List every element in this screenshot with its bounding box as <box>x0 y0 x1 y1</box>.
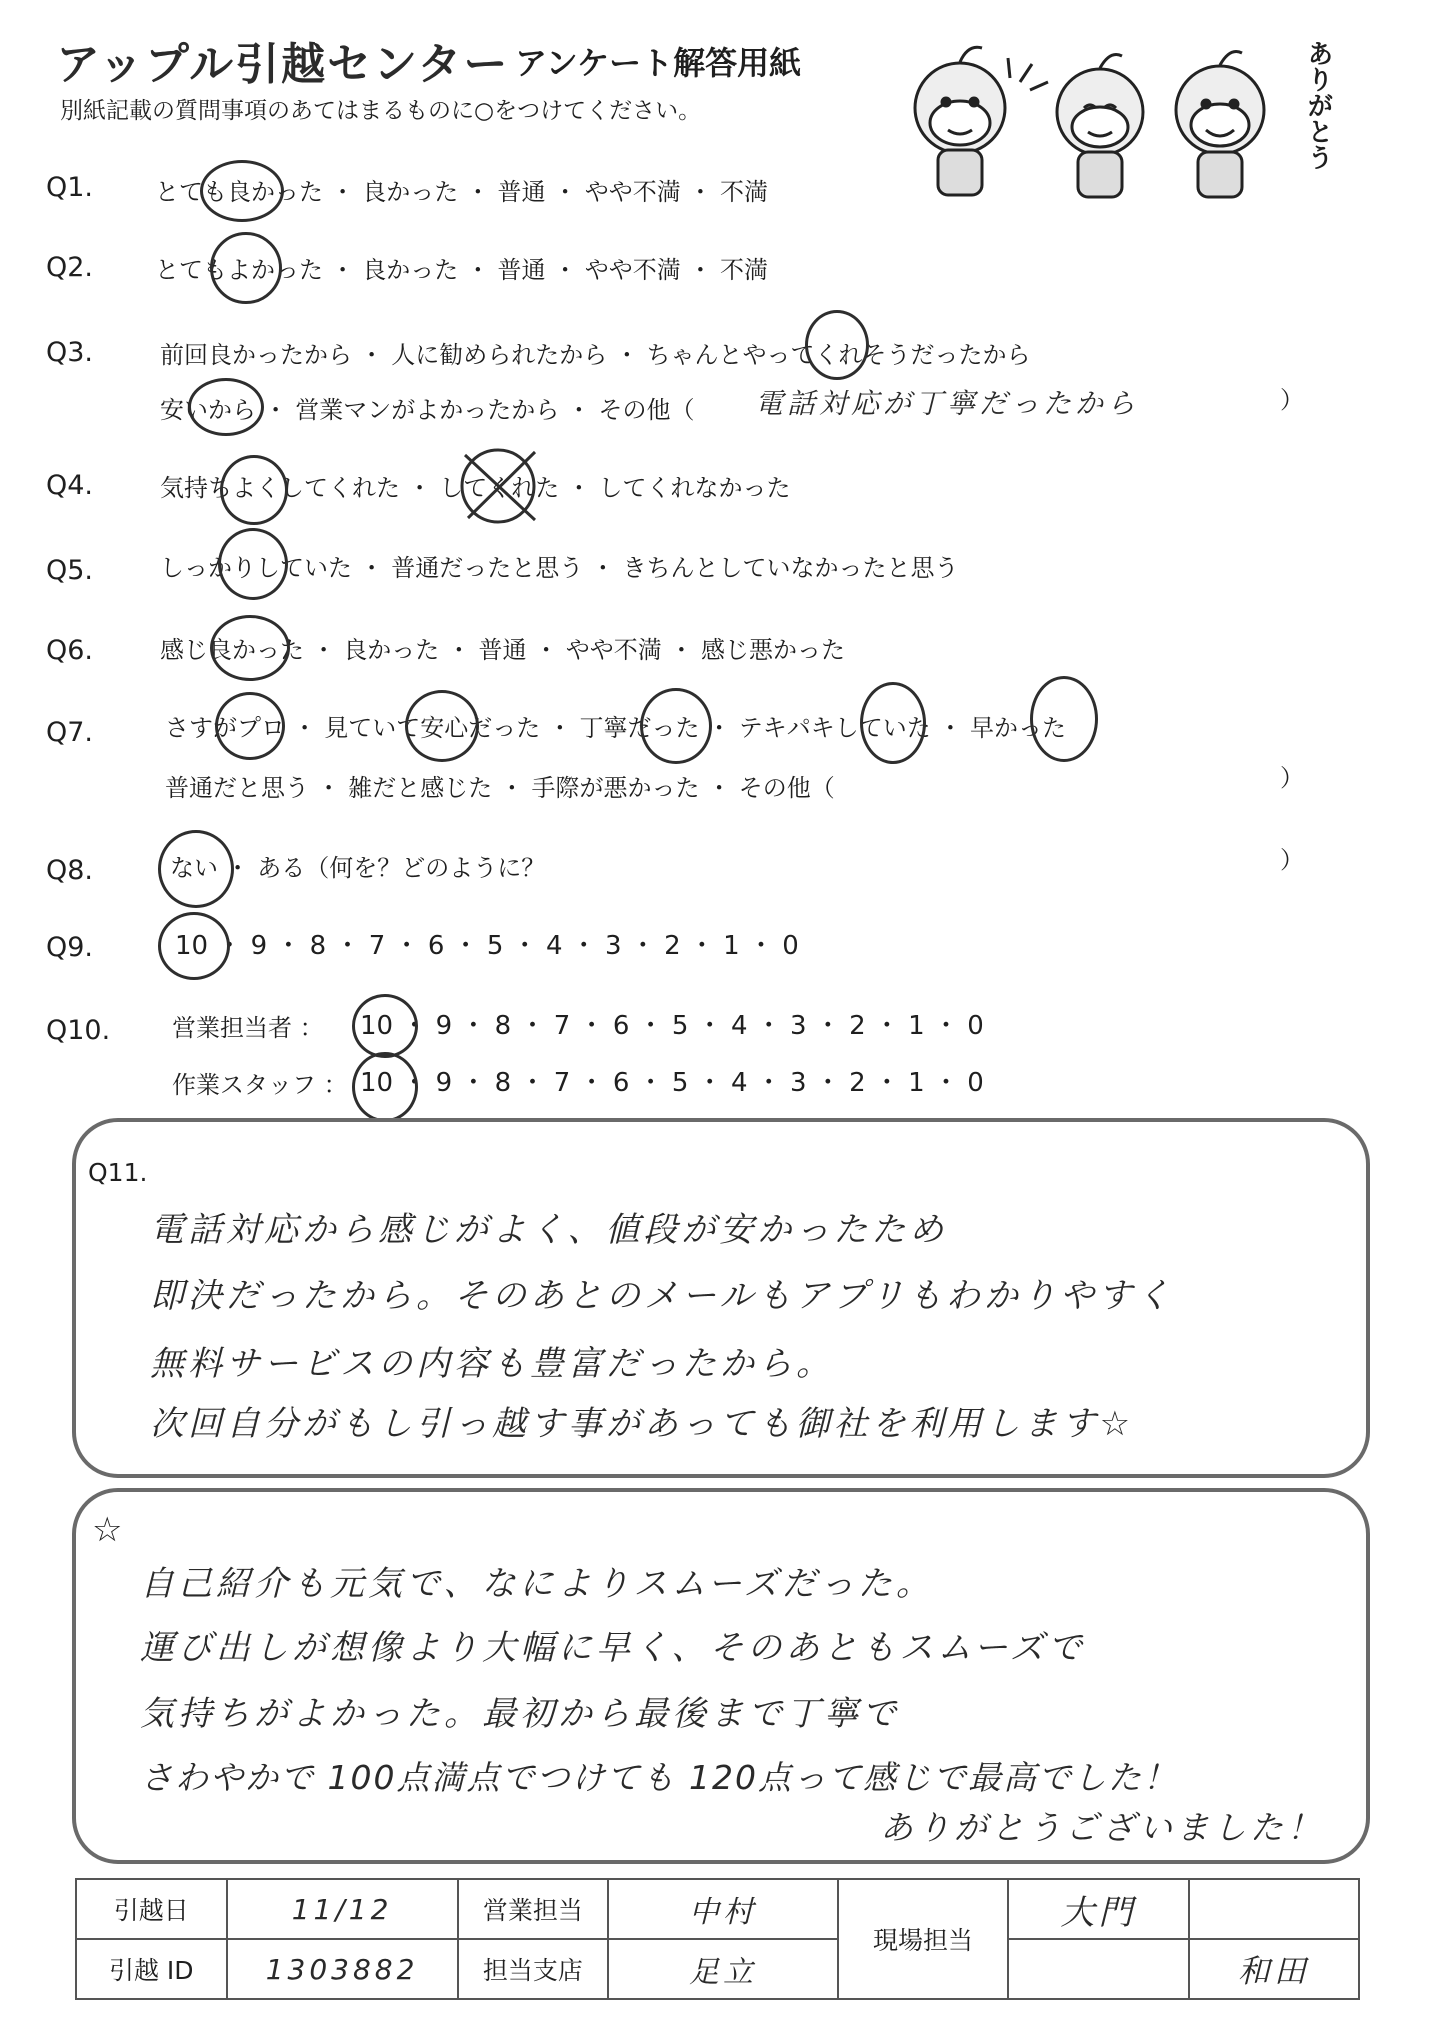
answer-cross-q4 <box>450 440 550 530</box>
answer-mark-q7b <box>405 690 479 762</box>
question-label-q7: Q7. <box>46 717 94 748</box>
branch-label: 担当支店 <box>458 1939 609 1999</box>
star-line-4: さわやかで 100点満点でつけても 120点って感じで最高でした！ <box>140 1758 1178 1797</box>
monkey-3-icon <box>1176 52 1264 198</box>
answer-mark-q7c <box>640 688 712 764</box>
form-title: アンケート解答用紙 <box>515 44 802 82</box>
question-label-q6: Q6. <box>46 635 94 666</box>
monkey-1-icon <box>915 47 1005 195</box>
q1-options: とても良かった ・ 良かった ・ 普通 ・ やや不満 ・ 不満 <box>155 178 769 206</box>
q11-line-3: 無料サービスの内容も豊富だったから。 <box>150 1344 834 1384</box>
q8-options: ない ・ ある（何を？どのように？ <box>170 854 546 882</box>
move-id-label: 引越 ID <box>76 1939 227 1999</box>
answer-mark-q7e <box>1030 676 1098 762</box>
answer-mark-q10-staff <box>352 1052 418 1122</box>
q2-options: とてもよかった ・ 良かった ・ 普通 ・ やや不満 ・ 不満 <box>155 256 769 284</box>
question-label-q8: Q8. <box>46 855 94 886</box>
q10-staff-name: 作業スタッフ <box>172 1071 316 1099</box>
answer-mark-q8 <box>158 830 234 908</box>
answer-mark-q9 <box>158 912 230 980</box>
site-label: 現場担当 <box>838 1879 1008 1999</box>
monkey-2-icon <box>1057 55 1143 198</box>
site-empty-2 <box>1008 1939 1188 1999</box>
mascot-illustration <box>870 20 1300 210</box>
question-label-q5: Q5. <box>46 555 94 586</box>
q11-line-2: 即決だったから。そのあとのメールもアプリもわかりやすく <box>150 1276 1174 1316</box>
q7-options-line1: さすがプロ ・ 見ていて安心だった ・ 丁寧だった ・ テキパキしていた ・ 早かった <box>165 714 1067 742</box>
question-label-q4: Q4. <box>46 470 94 501</box>
q3-handwritten-other: 電話対応が丁寧だったから <box>755 387 1140 420</box>
q10-sales-label: 営業担当者 ： <box>172 1014 324 1042</box>
question-label-q3: Q3. <box>46 337 94 368</box>
q10-sales-scale: 10 ・ 9 ・ 8 ・ 7 ・ 6 ・ 5 ・ 4 ・ 3 ・ 2 ・ 1 ・ 0 <box>360 1011 984 1041</box>
q3-close-paren: ） <box>1280 386 1304 414</box>
answer-mark-q6 <box>210 615 290 681</box>
star-line-1: 自己紹介も元気で、なによりスムーズだった。 <box>140 1564 934 1604</box>
answer-mark-q3a <box>805 310 869 380</box>
answer-mark-q7a <box>215 692 285 760</box>
q11-line-1: 電話対応から感じがよく、値段が安かったため <box>150 1210 948 1250</box>
question-label-q1: Q1. <box>46 172 94 203</box>
site-value-1: 大門 <box>1008 1879 1188 1939</box>
q10-staff-scale: 10 ・ 9 ・ 8 ・ 7 ・ 6 ・ 5 ・ 4 ・ 3 ・ 2 ・ 1 ・ 0 <box>360 1068 984 1098</box>
instruction-text: 別紙記載の質問事項のあてはまるものに○をつけてください。 <box>60 98 702 124</box>
question-label-q10: Q10. <box>46 1015 111 1046</box>
move-date-value: 11/12 <box>227 1879 458 1939</box>
sales-value: 中村 <box>608 1879 838 1939</box>
info-table <box>75 1878 1360 2000</box>
q6-options: 感じ良かった ・ 良かった ・ 普通 ・ やや不満 ・ 感じ悪かった <box>160 636 846 664</box>
question-label-q2: Q2. <box>46 252 94 283</box>
move-date-label: 引越日 <box>76 1879 227 1939</box>
sales-label: 営業担当 <box>458 1879 609 1939</box>
answer-mark-q7d <box>860 682 926 764</box>
company-name: アップル引越センター <box>56 39 510 90</box>
answer-mark-q1 <box>200 160 284 222</box>
move-id-value: 1303882 <box>227 1939 458 1999</box>
site-value-2: 和田 <box>1189 1939 1360 1999</box>
answer-mark-q5 <box>218 528 288 600</box>
q7-close-paren: ） <box>1280 764 1304 792</box>
q5-options: しっかりしていた ・ 普通だったと思う ・ きちんとしていなかったと思う <box>160 554 959 582</box>
star-line-2: 運び出しが想像より大幅に早く、そのあともスムーズで <box>140 1628 1086 1668</box>
q4-options: 気持ちよくしてくれた ・ してくれた ・ してくれなかった <box>160 474 791 502</box>
mascot-caption: ありがとう <box>1303 40 1333 170</box>
answer-mark-q2 <box>210 232 282 304</box>
q11-line-4: 次回自分がもし引っ越す事があっても御社を利用します☆ <box>150 1404 1135 1444</box>
q11-label: Q11. <box>88 1158 148 1187</box>
answer-mark-q4 <box>220 455 288 525</box>
q9-scale: 10 ・ 9 ・ 8 ・ 7 ・ 6 ・ 5 ・ 4 ・ 3 ・ 2 ・ 1 ・ 0 <box>175 931 799 961</box>
star-label: ☆ <box>92 1510 123 1550</box>
q3-options-line1: 前回良かったから ・ 人に勧められたから ・ ちゃんとやってくれそうだったから <box>160 341 1031 369</box>
q3-options-line2: 安いから ・ 営業マンがよかったから ・ その他（ <box>160 396 695 424</box>
question-label-q9: Q9. <box>46 932 94 963</box>
site-empty-1 <box>1189 1879 1360 1939</box>
q8-close-paren: ） <box>1280 846 1304 874</box>
q7-options-line2: 普通だと思う ・ 雑だと感じた ・ 手際が悪かった ・ その他（ <box>165 774 835 802</box>
answer-mark-q10-sales <box>352 994 418 1058</box>
q10-sales-name: 営業担当者 <box>172 1014 292 1042</box>
branch-value: 足立 <box>608 1939 838 1999</box>
star-line-5: ありがとうございました！ <box>880 1808 1324 1847</box>
star-line-3: 気持ちがよかった。最初から最後まで丁寧で <box>140 1694 900 1734</box>
answer-mark-q3b <box>188 378 264 436</box>
q10-staff-label: 作業スタッフ ： <box>172 1071 348 1099</box>
